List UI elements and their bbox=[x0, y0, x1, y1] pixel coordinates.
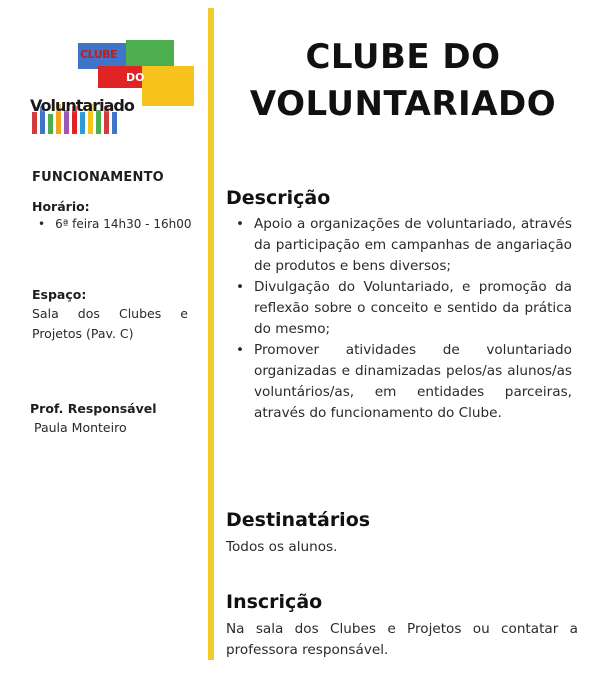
sidebar-heading: FUNCIONAMENTO bbox=[32, 170, 164, 185]
recipients-heading: Destinatários bbox=[226, 509, 371, 531]
registration-text: Na sala dos Clubes e Projetos ou contatar a professora responsável. bbox=[226, 621, 578, 658]
registration-heading: Inscrição bbox=[226, 591, 323, 613]
logo-green-block bbox=[126, 40, 174, 66]
club-logo bbox=[28, 40, 196, 136]
recipients-text: Todos os alunos. bbox=[226, 539, 338, 555]
logo-text-clube: CLUBE bbox=[80, 48, 118, 61]
logo-yellow-block bbox=[142, 66, 194, 106]
space-label: Espaço: bbox=[32, 287, 87, 302]
accent-divider bbox=[208, 8, 214, 660]
teacher-name: Paula Monteiro bbox=[34, 420, 127, 435]
description-heading: Descrição bbox=[226, 187, 331, 209]
description-list bbox=[228, 214, 572, 424]
page-title: CLUBE DO VOLUNTARIADO bbox=[249, 37, 557, 124]
logo-text-do: DO bbox=[126, 71, 145, 84]
space-value: Sala dos Clubes e Projetos (Pav. C) bbox=[32, 306, 188, 341]
teacher-label: Prof. Responsável bbox=[30, 401, 157, 416]
list-item: • Divulgação do Voluntariado, e promoção da reflexão sobre o conceito e sentido da prática do mesmo; bbox=[228, 277, 572, 340]
list-item: • Apoio a organizações de voluntariado, através da participação em campanhas de angariação de produtos e bens diversos; bbox=[228, 214, 572, 277]
list-item: • Promover atividades de voluntariado organizadas e dinamizadas pelos/as alunos/as voluntários/as, em entidades parceiras, através do funcionamento do Clube. bbox=[228, 340, 572, 424]
schedule-item: • 6ª feira 14h30 - 16h00 bbox=[38, 217, 191, 231]
schedule-label: Horário: bbox=[32, 199, 90, 214]
logo-text-voluntariado: Voluntariado bbox=[30, 96, 134, 115]
